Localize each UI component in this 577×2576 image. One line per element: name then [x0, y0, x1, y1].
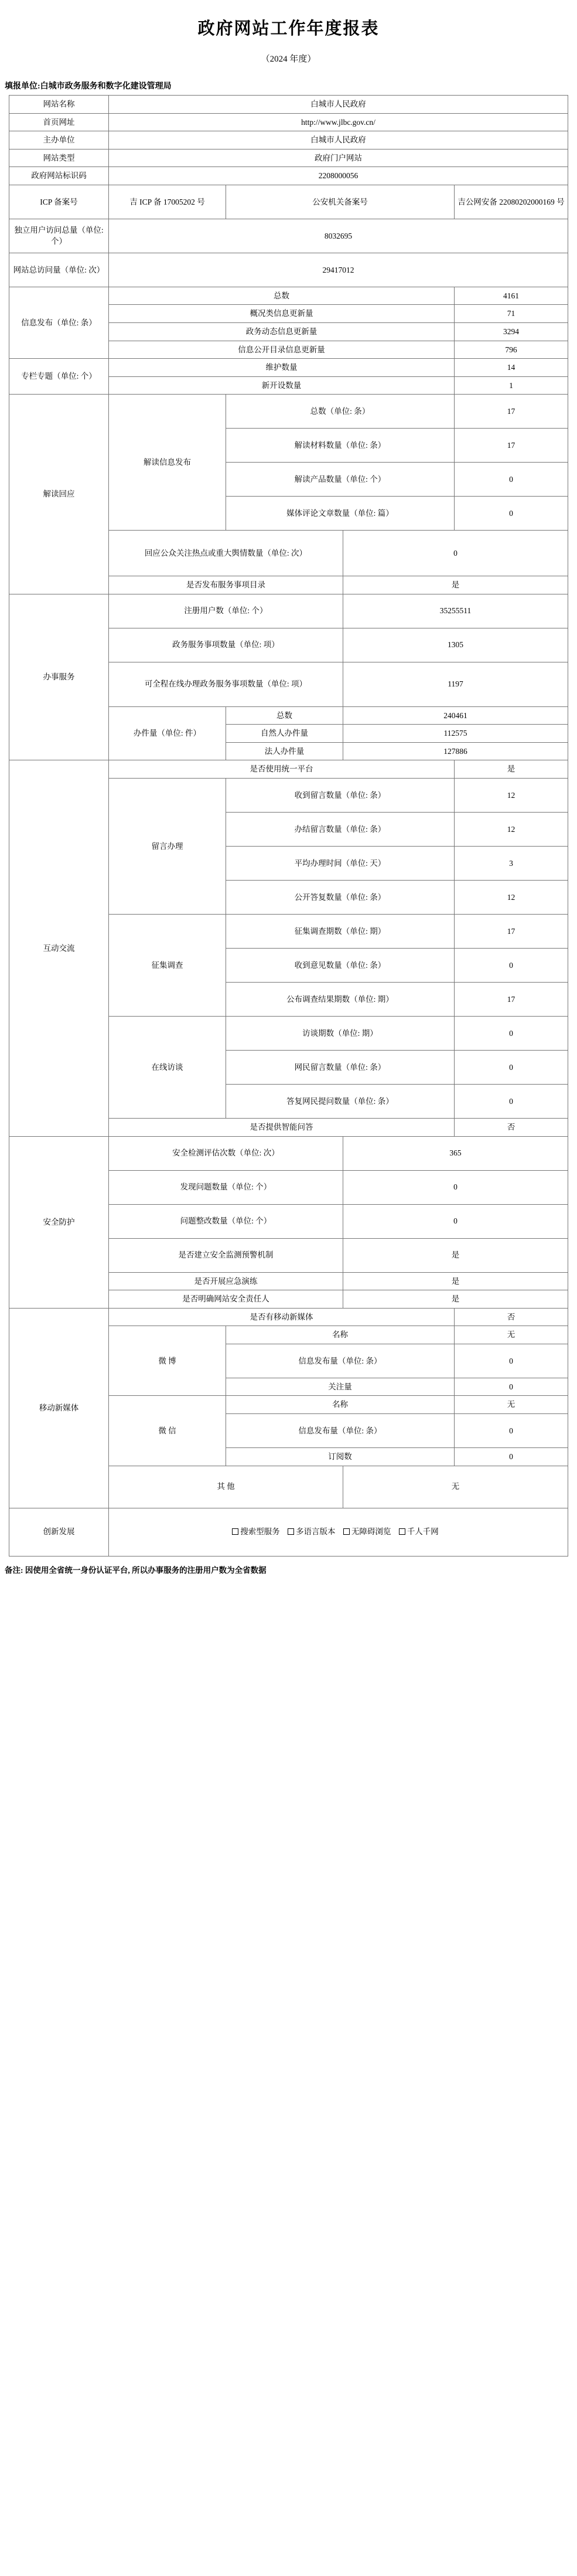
info-pub-item-value: 4161: [455, 287, 568, 305]
message-item-value: 12: [455, 881, 568, 915]
weibo-item-label: 关注量: [226, 1378, 455, 1396]
table-row: [9, 760, 568, 779]
security-item-value: 0: [343, 1204, 568, 1238]
interpret-item-value: 0: [455, 497, 568, 531]
table-row: [9, 1508, 568, 1556]
banjian-item-value: 127886: [343, 742, 568, 760]
message-item-value: 12: [455, 813, 568, 847]
weibo-item-value: 0: [455, 1378, 568, 1396]
service-dir-label: 是否发布服务事项目录: [109, 576, 343, 594]
hot-response-value: 0: [343, 531, 568, 576]
unified-platform-value: 是: [455, 760, 568, 779]
table-row: [9, 253, 568, 287]
message-item-label: 收到留言数量（单位: 条）: [226, 779, 455, 813]
table-row: [9, 594, 568, 628]
interview-item-label: 答复网民提问数量（单位: 条）: [226, 1085, 455, 1119]
security-item-value: 365: [343, 1136, 568, 1170]
banjian-item-label: 自然人办件量: [226, 725, 343, 743]
special-item-value: 14: [455, 359, 568, 377]
interpret-item-label: 总数（单位: 条）: [226, 395, 455, 429]
table-row: [9, 149, 568, 167]
responsible-value: 是: [343, 1290, 568, 1309]
info-pub-item-label: 概况类信息更新量: [109, 305, 455, 323]
other-media-label: 其 他: [109, 1466, 343, 1508]
responsible-label: 是否明确网站安全责任人: [109, 1290, 343, 1309]
weibo-item-value: 0: [455, 1344, 568, 1378]
footer-note: 备注: 因使用全省统一身份认证平台, 所以办事服务的注册用户数为全省数据: [5, 1565, 267, 1575]
survey-item-label: 收到意见数量（单位: 条）: [226, 949, 455, 983]
weixin-item-label: 名称: [226, 1396, 455, 1414]
table-row: [9, 395, 568, 429]
special-label: 专栏专题（单位: 个）: [9, 359, 109, 395]
innovation-label: 创新发展: [9, 1508, 109, 1556]
survey-label: 征集调查: [109, 915, 226, 1017]
drill-value: 是: [343, 1272, 568, 1290]
page-title: 政府网站工作年度报表: [197, 19, 380, 38]
interview-item-label: 访谈期数（单位: 期）: [226, 1017, 455, 1051]
icp-label: ICP 备案号: [9, 185, 109, 219]
banshi-item-label: 注册用户数（单位: 个）: [109, 594, 343, 628]
site-id-value: 2208000056: [109, 167, 568, 185]
table-row: [9, 185, 568, 219]
interpret-item-value: 17: [455, 429, 568, 463]
banshi-item-value: 1197: [343, 662, 568, 706]
site-name-label: 网站名称: [9, 96, 109, 114]
innovation-option-label: 千人千网: [407, 1527, 439, 1537]
table-row: [9, 167, 568, 185]
message-item-label: 平均办理时间（单位: 天）: [226, 847, 455, 881]
weixin-item-value: 无: [455, 1396, 568, 1414]
message-label: 留言办理: [109, 779, 226, 915]
site-name-value: 白城市人民政府: [109, 96, 568, 114]
unique-visit-label: 独立用户访问总量（单位: 个）: [9, 219, 109, 253]
innovation-option-label: 多语言版本: [296, 1527, 336, 1537]
media-label: 移动新媒体: [9, 1308, 109, 1508]
other-media-value: 无: [343, 1466, 568, 1508]
unified-platform-label: 是否使用统一平台: [109, 760, 455, 779]
weibo-item-label: 信息发布量（单位: 条）: [226, 1344, 455, 1378]
site-id-label: 政府网站标识码: [9, 167, 109, 185]
interview-item-label: 网民留言数量（单位: 条）: [226, 1051, 455, 1085]
interview-item-value: 0: [455, 1017, 568, 1051]
hot-response-label: 回应公众关注热点或重大舆情数量（单位: 次）: [109, 531, 343, 576]
banshi-label: 办事服务: [9, 594, 109, 760]
table-row: [9, 219, 568, 253]
weibo-item-value: 无: [455, 1326, 568, 1344]
special-item-label: 新开设数量: [109, 376, 455, 395]
info-pub-item-label: 总数: [109, 287, 455, 305]
survey-item-label: 公布调查结果期数（单位: 期）: [226, 983, 455, 1017]
interpret-item-label: 媒体评论文章数量（单位: 篇）: [226, 497, 455, 531]
info-pub-item-value: 3294: [455, 322, 568, 341]
security-label: 安全防护: [9, 1136, 109, 1308]
interview-item-value: 0: [455, 1051, 568, 1085]
innovation-option-1[interactable]: [288, 1526, 336, 1538]
interpret-item-value: 17: [455, 395, 568, 429]
innovation-option-label: 搜索型服务: [240, 1527, 280, 1537]
security-monitor-label: 是否建立安全监测预警机制: [109, 1238, 343, 1272]
interpret-pub-label: 解读信息发布: [109, 395, 226, 531]
message-item-value: 12: [455, 779, 568, 813]
total-visit-value: 29417012: [109, 253, 568, 287]
icp-value: 吉 ICP 备 17005202 号: [109, 185, 226, 219]
special-item-label: 维护数量: [109, 359, 455, 377]
page-subtitle: （2024 年度）: [261, 55, 316, 64]
info-pub-item-label: 信息公开目录信息更新量: [109, 341, 455, 359]
type-label: 网站类型: [9, 149, 109, 167]
unique-visit-value: 8032695: [109, 219, 568, 253]
banshi-item-value: 35255511: [343, 594, 568, 628]
police-label: 公安机关备案号: [226, 185, 455, 219]
info-pub-item-value: 71: [455, 305, 568, 323]
innovation-option-3[interactable]: [399, 1526, 439, 1538]
table-row: [9, 131, 568, 149]
table-row: [9, 359, 568, 377]
banjian-item-value: 240461: [343, 706, 568, 725]
security-item-value: 0: [343, 1170, 568, 1204]
security-item-label: 安全检测评估次数（单位: 次）: [109, 1136, 343, 1170]
innovation-option-2[interactable]: [343, 1526, 391, 1538]
banshi-item-label: 可全程在线办理政务服务事项数量（单位: 项）: [109, 662, 343, 706]
innovation-option-0[interactable]: [232, 1526, 280, 1538]
checkbox-icon[interactable]: [288, 1528, 294, 1535]
interpret-label: 解读回应: [9, 395, 109, 594]
innovation-option-label: 无障碍浏览: [351, 1527, 391, 1537]
survey-item-value: 0: [455, 949, 568, 983]
smart-qa-value: 否: [455, 1119, 568, 1137]
checkbox-icon[interactable]: [343, 1528, 350, 1535]
banjian-item-value: 112575: [343, 725, 568, 743]
interpret-item-label: 解读产品数量（单位: 个）: [226, 463, 455, 497]
weixin-item-label: 信息发布量（单位: 条）: [226, 1413, 455, 1447]
type-value: 政府门户网站: [109, 149, 568, 167]
message-item-value: 3: [455, 847, 568, 881]
info-pub-item-value: 796: [455, 341, 568, 359]
host-label: 主办单位: [9, 131, 109, 149]
innovation-options: [109, 1508, 568, 1556]
police-value: 吉公网安备 22080202000169 号: [455, 185, 568, 219]
filler-unit: 填报单位:白城市政务服务和数字化建设管理局: [5, 82, 172, 91]
banshi-item-label: 政务服务事项数量（单位: 项）: [109, 628, 343, 662]
drill-label: 是否开展应急演练: [109, 1272, 343, 1290]
banjian-label: 办件量（单位: 件）: [109, 706, 226, 760]
weixin-item-label: 订阅数: [226, 1447, 455, 1466]
interpret-item-label: 解读材料数量（单位: 条）: [226, 429, 455, 463]
banjian-item-label: 总数: [226, 706, 343, 725]
checkbox-icon[interactable]: [399, 1528, 405, 1535]
message-item-label: 公开答复数量（单位: 条）: [226, 881, 455, 915]
info-pub-label: 信息发布（单位: 条）: [9, 287, 109, 358]
survey-item-label: 征集调查期数（单位: 期）: [226, 915, 455, 949]
report-table: [9, 95, 568, 1557]
security-monitor-value: 是: [343, 1238, 568, 1272]
weixin-label: 微 信: [109, 1396, 226, 1466]
table-row: [9, 1308, 568, 1326]
weixin-item-value: 0: [455, 1447, 568, 1466]
table-row: [9, 287, 568, 305]
checkbox-icon[interactable]: [232, 1528, 238, 1535]
has-media-label: 是否有移动新媒体: [109, 1308, 455, 1326]
interaction-label: 互动交流: [9, 760, 109, 1136]
table-row: [9, 1136, 568, 1170]
host-value: 白城市人民政府: [109, 131, 568, 149]
service-dir-value: 是: [343, 576, 568, 594]
home-url-label: 首页网址: [9, 113, 109, 131]
security-item-label: 问题整改数量（单位: 个）: [109, 1204, 343, 1238]
weixin-item-value: 0: [455, 1413, 568, 1447]
special-item-value: 1: [455, 376, 568, 395]
interview-item-value: 0: [455, 1085, 568, 1119]
table-row: [9, 96, 568, 114]
weibo-label: 微 博: [109, 1326, 226, 1396]
banjian-item-label: 法人办件量: [226, 742, 343, 760]
interview-label: 在线访谈: [109, 1017, 226, 1119]
banshi-item-value: 1305: [343, 628, 568, 662]
weibo-item-label: 名称: [226, 1326, 455, 1344]
survey-item-value: 17: [455, 983, 568, 1017]
smart-qa-label: 是否提供智能问答: [109, 1119, 455, 1137]
survey-item-value: 17: [455, 915, 568, 949]
total-visit-label: 网站总访问量（单位: 次）: [9, 253, 109, 287]
info-pub-item-label: 政务动态信息更新量: [109, 322, 455, 341]
interpret-item-value: 0: [455, 463, 568, 497]
home-url-value[interactable]: http://www.jlbc.gov.cn/: [109, 113, 568, 131]
has-media-value: 否: [455, 1308, 568, 1326]
message-item-label: 办结留言数量（单位: 条）: [226, 813, 455, 847]
table-row: [9, 113, 568, 131]
security-item-label: 发现问题数量（单位: 个）: [109, 1170, 343, 1204]
